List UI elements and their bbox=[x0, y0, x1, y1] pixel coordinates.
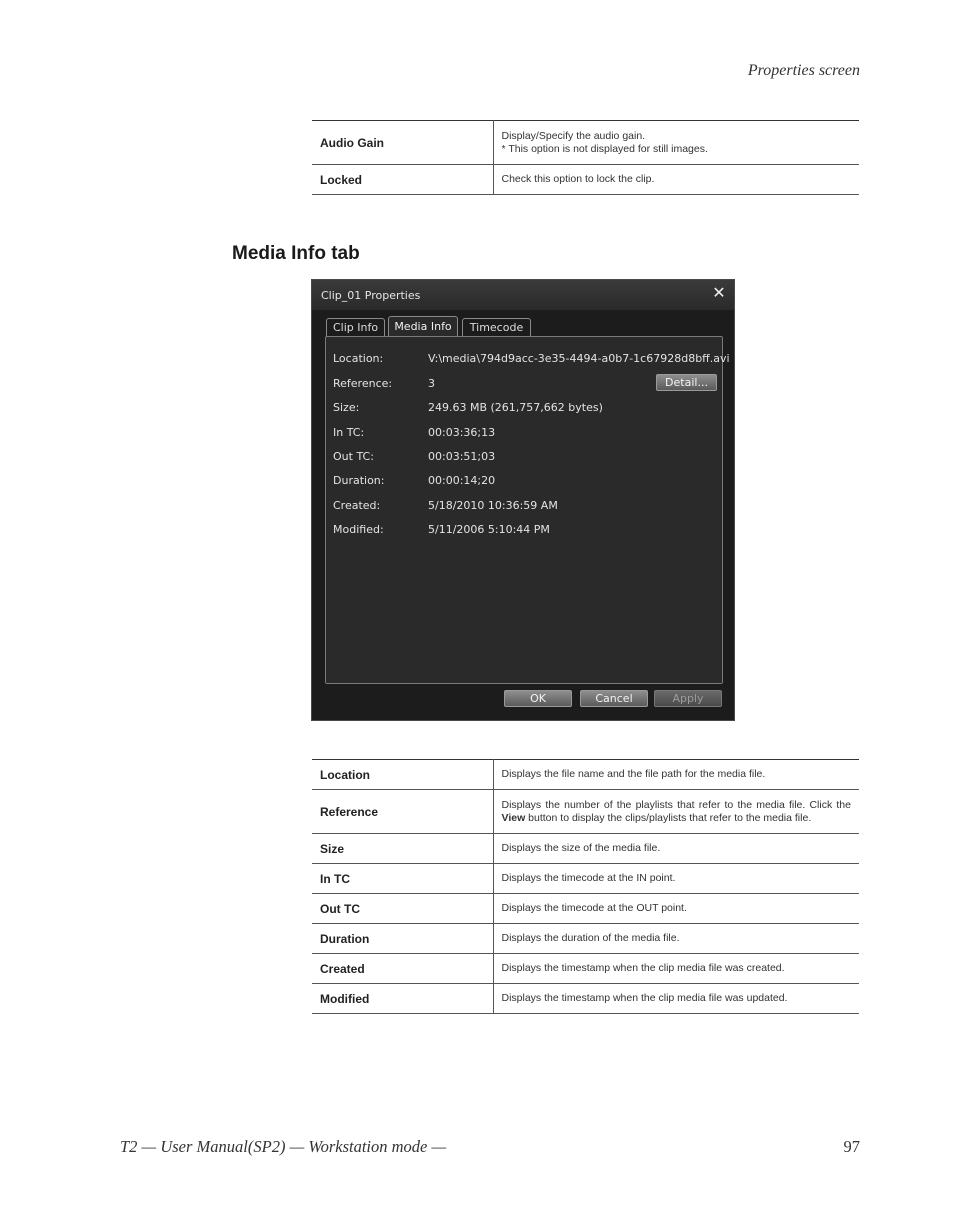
detail-button[interactable]: Detail... bbox=[656, 374, 717, 391]
description-cell: Displays the timestamp when the clip media file was updated. bbox=[493, 984, 859, 1014]
table-row bbox=[312, 984, 859, 1014]
description-text: button to display the clips/playlists that refer to the media file. bbox=[525, 811, 812, 824]
duration-value: 00:00:14;20 bbox=[428, 474, 496, 487]
description-cell: Displays the timestamp when the clip media file was created. bbox=[493, 954, 859, 984]
size-label: Size: bbox=[333, 401, 360, 414]
duration-label: Duration: bbox=[333, 474, 385, 487]
table-row bbox=[312, 760, 859, 790]
close-icon[interactable]: ✕ bbox=[712, 283, 726, 302]
term-cell: Audio Gain bbox=[312, 121, 493, 165]
location-value: V:\media\794d9acc-3e35-4494-a0b7-1c67928d8bff.avi bbox=[428, 352, 730, 365]
description-cell bbox=[493, 790, 859, 834]
description-line: * This option is not displayed for still images. bbox=[501, 142, 708, 155]
term-cell: Created bbox=[312, 954, 493, 984]
footer-title: T2 — User Manual(SP2) — Workstation mode — bbox=[120, 1137, 447, 1156]
location-label: Location: bbox=[333, 352, 384, 365]
dialog-titlebar bbox=[312, 280, 734, 310]
table-row bbox=[312, 790, 859, 834]
term-cell: Out TC bbox=[312, 894, 493, 924]
table-row bbox=[312, 165, 859, 195]
term-cell: Size bbox=[312, 834, 493, 864]
page-number: 97 bbox=[843, 1137, 860, 1156]
table-row bbox=[312, 864, 859, 894]
description-cell bbox=[493, 165, 859, 195]
tab-timecode[interactable]: Timecode bbox=[462, 318, 531, 337]
description-line: Display/Specify the audio gain. bbox=[501, 129, 646, 142]
dialog-title: Clip_01 Properties bbox=[321, 289, 421, 302]
description-cell: Displays the size of the media file. bbox=[493, 834, 859, 864]
term-cell: In TC bbox=[312, 864, 493, 894]
term-cell: Duration bbox=[312, 924, 493, 954]
modified-value: 5/11/2006 5:10:44 PM bbox=[428, 523, 550, 536]
term-cell: Reference bbox=[312, 790, 493, 834]
reference-value: 3 bbox=[428, 377, 435, 390]
table-row bbox=[312, 121, 859, 165]
view-button-reference: View bbox=[501, 811, 526, 824]
description-line: Check this option to lock the clip. bbox=[501, 173, 655, 185]
modified-label: Modified: bbox=[333, 523, 384, 536]
settings-table bbox=[312, 120, 859, 195]
table-row bbox=[312, 894, 859, 924]
tab-clip-info[interactable]: Clip Info bbox=[326, 318, 385, 337]
description-cell bbox=[493, 121, 859, 165]
media-info-panel bbox=[325, 336, 730, 684]
cancel-button[interactable]: Cancel bbox=[580, 690, 648, 707]
table-row bbox=[312, 924, 859, 954]
out-tc-value: 00:03:51;03 bbox=[428, 450, 496, 463]
properties-dialog-screenshot bbox=[311, 279, 735, 721]
description-cell: Displays the timecode at the IN point. bbox=[493, 864, 859, 894]
table-row bbox=[312, 834, 859, 864]
description-cell: Displays the timecode at the OUT point. bbox=[493, 894, 859, 924]
term-cell: Location bbox=[312, 760, 493, 790]
in-tc-label: In TC: bbox=[333, 426, 365, 439]
ok-button[interactable]: OK bbox=[504, 690, 572, 707]
section-title: Media Info tab bbox=[232, 243, 360, 264]
description-cell: Displays the file name and the file path for the media file. bbox=[493, 760, 859, 790]
table-row bbox=[312, 954, 859, 984]
in-tc-value: 00:03:36;13 bbox=[428, 426, 496, 439]
description-text: Displays the number of the playlists that refer to the media file. Click the bbox=[501, 798, 851, 811]
created-value: 5/18/2010 10:36:59 AM bbox=[428, 499, 558, 512]
size-value: 249.63 MB (261,757,662 bytes) bbox=[428, 401, 603, 414]
term-cell: Modified bbox=[312, 984, 493, 1014]
term-cell: Locked bbox=[312, 165, 493, 195]
reference-label: Reference: bbox=[333, 377, 393, 390]
tab-media-info[interactable]: Media Info bbox=[388, 316, 458, 338]
description-cell: Displays the duration of the media file. bbox=[493, 924, 859, 954]
created-label: Created: bbox=[333, 499, 381, 512]
apply-button[interactable]: Apply bbox=[654, 690, 722, 707]
out-tc-label: Out TC: bbox=[333, 450, 374, 463]
running-header: Properties screen bbox=[747, 62, 860, 79]
media-info-table bbox=[312, 759, 859, 1014]
